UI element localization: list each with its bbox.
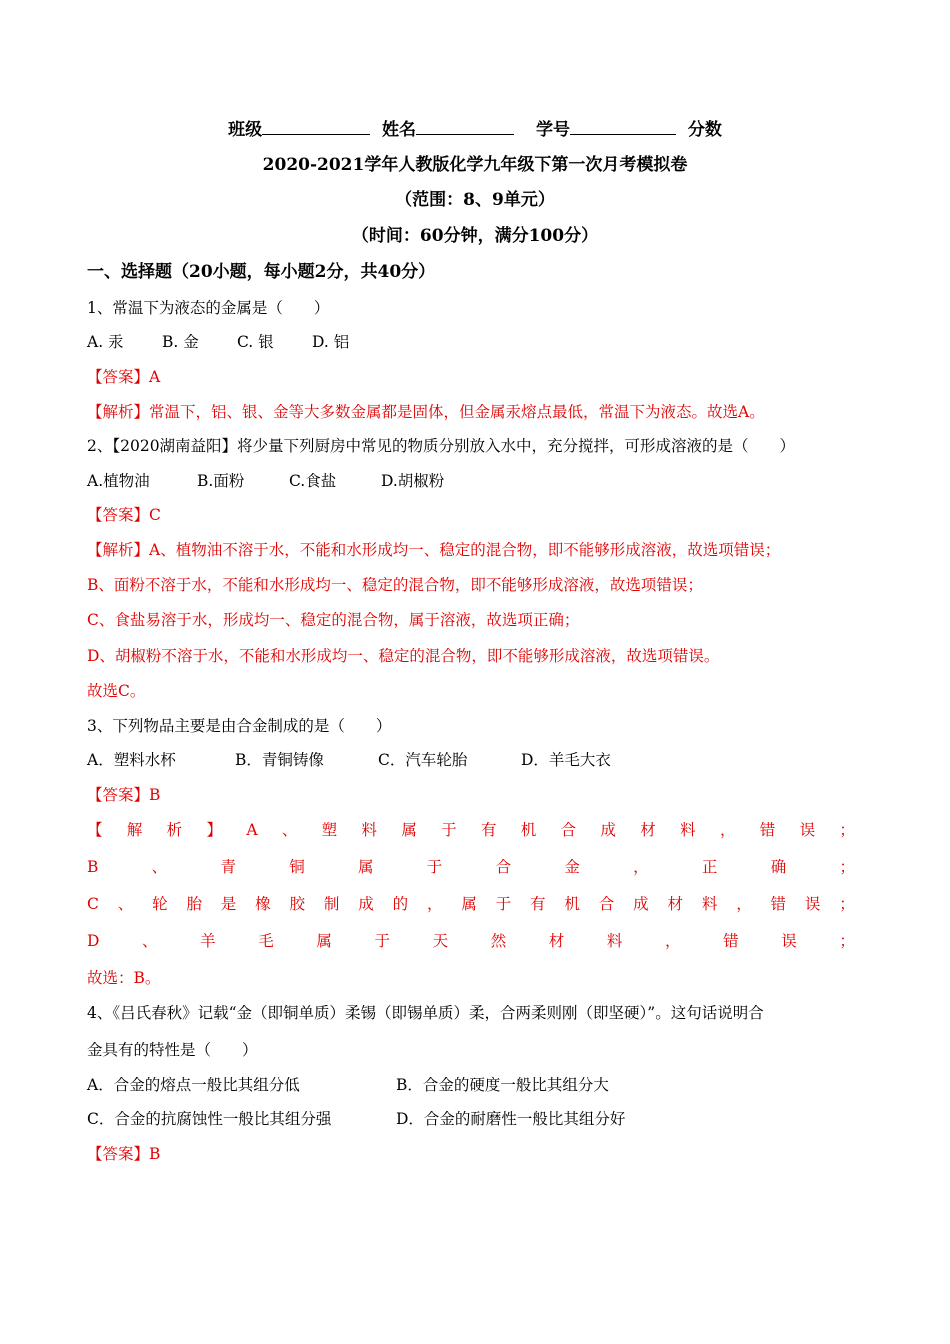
justified-char: 错 [723, 932, 739, 950]
q1-stem: 1、常温下为液态的金属是（ ） [87, 299, 330, 317]
q3-analysis-d [87, 931, 855, 951]
justified-char: ； [839, 932, 855, 950]
q3-options [87, 750, 611, 770]
justified-char: 于 [374, 932, 390, 950]
justified-char: 青 [220, 858, 236, 876]
justified-char: 机 [564, 895, 580, 913]
q2-option-b: B.面粉 [197, 472, 245, 490]
id-blank[interactable] [570, 118, 676, 135]
justified-char: 有 [530, 895, 546, 913]
q3-analysis-a [87, 820, 855, 840]
justified-char: 料 [606, 932, 623, 950]
justified-char: 成 [633, 895, 649, 913]
justified-char: ， [426, 895, 443, 913]
justified-char: 铜 [289, 858, 305, 876]
justified-char: 于 [441, 821, 457, 839]
q3-analysis-b [87, 857, 855, 877]
q2-analysis-c: C、食盐易溶于水，形成均一、稳定的混合物，属于溶液，故选项正确； [87, 611, 580, 629]
justified-char: 金 [564, 858, 580, 876]
justified-char: 机 [520, 821, 537, 839]
justified-char: 【 [87, 821, 103, 839]
justified-char: 于 [495, 895, 512, 913]
q4-options-row1 [87, 1075, 609, 1095]
q4-stem-line1: 4、《吕氏春秋》记载“金（即铜单质）柔锡（即锡单质）柔，合两柔则刚（即坚硬）”。这句话说明合 [87, 1004, 764, 1022]
justified-char: 料 [701, 895, 718, 913]
exam-title: 2020-2021学年人教版化学九年级下第一次月考模拟卷 [262, 155, 688, 175]
score-label: 分数 [687, 120, 722, 140]
justified-char: 材 [640, 821, 656, 839]
justified-char: 属 [401, 821, 417, 839]
justified-char: 解 [126, 821, 143, 839]
q2-option-d: D.胡椒粉 [381, 472, 445, 490]
q4-option-b: B．合金的硬度一般比其组分大 [396, 1076, 609, 1094]
justified-char: 】 [206, 821, 222, 839]
q1-answer: 【答案】A [87, 368, 161, 386]
class-blank[interactable] [262, 118, 370, 135]
q1-option-d: D. 铝 [312, 333, 350, 351]
q1-analysis: 【解析】常温下，铝、银、金等大多数金属都是固体，但金属汞熔点最低，常温下为液态。故选A。 [87, 403, 765, 421]
justified-char: 成 [358, 895, 374, 913]
q4-stem-line2: 金具有的特性是（ ） [87, 1041, 258, 1059]
justified-char: 橡 [255, 895, 271, 913]
q2-analysis-d: D、胡椒粉不溶于水，不能和水形成均一、稳定的混合物，即不能够形成溶液，故选项错误。 [87, 647, 720, 665]
justified-char: 毛 [258, 932, 274, 950]
justified-char: 制 [323, 895, 340, 913]
q3-option-a: A．塑料水杯 [87, 751, 176, 769]
justified-char: 属 [358, 858, 374, 876]
justified-char: 胎 [186, 895, 202, 913]
q2-answer: 【答案】C [87, 506, 161, 524]
q4-option-c: C．合金的抗腐蚀性一般比其组分强 [87, 1110, 332, 1128]
q1-option-c: C. 银 [237, 333, 274, 351]
justified-char: 成 [600, 821, 616, 839]
name-blank[interactable] [416, 118, 514, 135]
justified-char: 误 [781, 932, 797, 950]
q1-option-b: B. 金 [162, 333, 199, 351]
justified-char: 料 [361, 821, 377, 839]
justified-char: 、 [117, 895, 134, 913]
q4-answer: 【答案】B [87, 1145, 161, 1163]
student-info-line [0, 118, 950, 140]
justified-char: D [87, 932, 100, 950]
justified-char: 料 [680, 821, 696, 839]
q3-stem: 3、下列物品主要是由合金制成的是（ ） [87, 717, 392, 735]
justified-char: 误 [799, 821, 816, 839]
justified-char: 误 [804, 895, 821, 913]
justified-char: 天 [432, 932, 449, 950]
justified-char: 析 [166, 821, 183, 839]
q4-options-row2 [87, 1109, 625, 1129]
justified-char: 属 [316, 932, 332, 950]
justified-char: 于 [426, 858, 443, 876]
justified-char: 材 [667, 895, 683, 913]
justified-char: B [87, 858, 99, 876]
justified-char: 塑 [321, 821, 338, 839]
justified-char: 合 [495, 858, 512, 876]
justified-char: 轮 [152, 895, 168, 913]
justified-char: ， [736, 895, 752, 913]
justified-char: 属 [461, 895, 477, 913]
class-label: 班级 [228, 120, 263, 140]
q2-stem: 2、【2020湖南益阳】将少量下列厨房中常见的物质分别放入水中，充分搅拌，可形成溶液的是（ ） [87, 437, 796, 455]
justified-char: 、 [281, 821, 298, 839]
justified-char: 错 [759, 821, 776, 839]
justified-char: ， [665, 932, 681, 950]
justified-char: 材 [548, 932, 565, 950]
q2-analysis-a: 【解析】A、植物油不溶于水，不能和水形成均一、稳定的混合物，即不能够形成溶液，故选项错误； [87, 541, 781, 559]
justified-char: 羊 [200, 932, 216, 950]
q3-option-d: D．羊毛大衣 [521, 751, 611, 769]
q2-option-c: C.食盐 [289, 472, 337, 490]
justified-char: ， [633, 858, 649, 876]
justified-char: ； [839, 858, 855, 876]
q1-options [87, 332, 349, 352]
q4-option-d: D．合金的耐磨性一般比其组分好 [396, 1110, 626, 1128]
section-heading: 一、选择题（20小题，每小题2分，共40分） [87, 262, 436, 282]
q3-option-c: C．汽车轮胎 [378, 751, 468, 769]
q2-analysis-b: B、面粉不溶于水，不能和水形成均一、稳定的混合物，即不能够形成溶液，故选项错误； [87, 576, 703, 594]
justified-char: 正 [701, 858, 718, 876]
q3-answer: 【答案】B [87, 786, 161, 804]
q2-options [87, 471, 444, 491]
q3-conclusion: 故选：B。 [87, 969, 161, 987]
q3-option-b: B．青铜铸像 [235, 751, 324, 769]
justified-char: 合 [598, 895, 615, 913]
justified-char: ； [839, 895, 855, 913]
justified-char: 胶 [289, 895, 306, 913]
id-label: 学号 [535, 120, 570, 140]
name-label: 姓名 [382, 120, 417, 140]
justified-char: 确 [770, 858, 787, 876]
justified-char: 、 [151, 858, 168, 876]
justified-char: 、 [142, 932, 158, 950]
justified-char: A [246, 821, 258, 839]
justified-char: 错 [770, 895, 787, 913]
exam-scope: （范围：8、9单元） [395, 190, 555, 210]
justified-char: ， [719, 821, 736, 839]
q1-option-a: A. 汞 [87, 333, 124, 351]
exam-time: （时间：60分钟，满分100分） [351, 226, 599, 246]
justified-char: ； [839, 821, 855, 839]
justified-char: 有 [480, 821, 497, 839]
justified-char: 是 [220, 895, 237, 913]
q2-conclusion: 故选C。 [87, 682, 146, 700]
justified-char: 的 [392, 895, 409, 913]
q2-option-a: A.植物油 [87, 472, 150, 490]
justified-char: C [87, 895, 99, 913]
q4-option-a: A．合金的熔点一般比其组分低 [87, 1076, 300, 1094]
justified-char: 合 [560, 821, 577, 839]
q3-analysis-c [87, 894, 855, 914]
justified-char: 然 [490, 932, 507, 950]
